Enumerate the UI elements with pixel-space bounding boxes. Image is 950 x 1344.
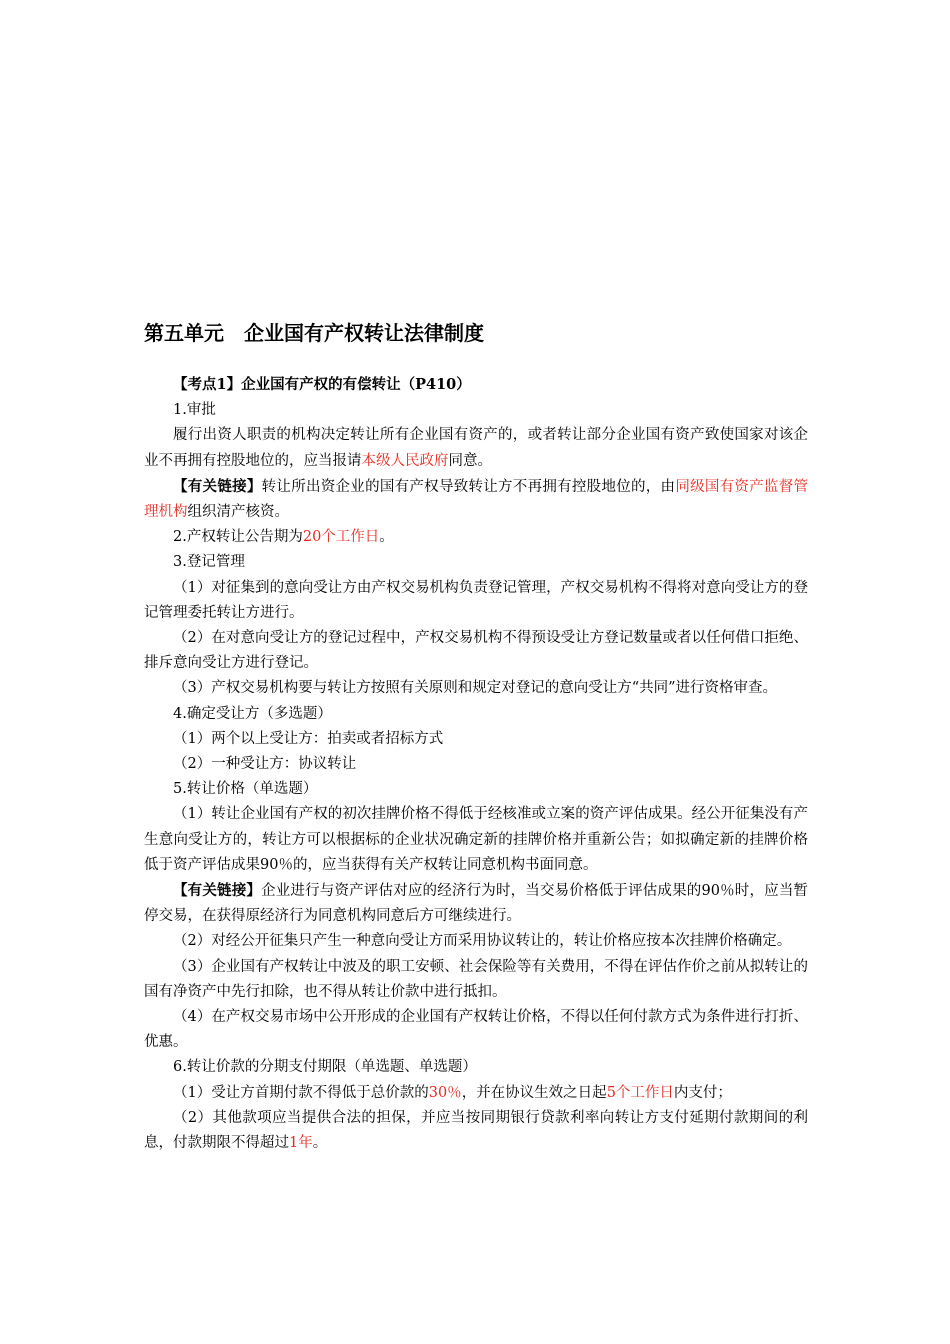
text-segment: （3）企业国有产权转让中波及的职工安顿、社会保险等有关费用，不得在评估作价之前从拟转让的国有净资产中先行扣除，也不得从转让价款中进行抵扣。 bbox=[144, 958, 808, 1000]
text-segment: （1）转让企业国有产权的初次挂牌价格不得低于经核准或立案的资产评估成果。经公开征集没有产生意向受让方的，转让方可以根据标的企业状况确定新的挂牌价格并重新公告；如拟确定新的挂牌价格低于资产评估成果90％的，应当获得有关产权转让同意机构书面同意。 bbox=[144, 806, 808, 873]
paragraph-p14 bbox=[144, 878, 808, 929]
paragraph-p18 bbox=[144, 1055, 808, 1080]
text-segment: 4.确定受让方（多选题） bbox=[173, 705, 332, 722]
text-segment: 同意。 bbox=[448, 452, 492, 469]
text-segment: 6.转让价款的分期支付期限（单选题、单选题） bbox=[173, 1059, 477, 1076]
text-segment: （2）一种受让方：协议转让 bbox=[173, 756, 357, 773]
text-segment: 。 bbox=[312, 1135, 328, 1152]
paragraph-p7 bbox=[144, 626, 808, 676]
highlight-text: 5个工作日 bbox=[606, 1084, 674, 1101]
paragraph-p16 bbox=[144, 955, 808, 1005]
paragraph-p15 bbox=[144, 929, 808, 954]
highlight-text: 1年 bbox=[289, 1135, 313, 1152]
highlight-text: 同级国有资产监督管理机构 bbox=[144, 478, 809, 521]
highlight-text: 20个工作日 bbox=[302, 529, 380, 546]
text-segment: （1）两个以上受让方：拍卖或者招标方式 bbox=[173, 730, 444, 747]
paragraph-p5 bbox=[144, 550, 808, 575]
paragraph-p0 bbox=[144, 372, 808, 398]
text-segment: 2.产权转让公告期为 bbox=[173, 529, 303, 546]
document-body bbox=[144, 372, 808, 1156]
paragraph-p8 bbox=[144, 676, 808, 701]
text-segment: 履行出资人职责的机构决定转让所有企业国有资产的，或者转让部分企业国有资产致使国家对该企业不再拥有控股地位的，应当报请 bbox=[144, 427, 808, 469]
text-segment: 组织清产核资。 bbox=[187, 504, 289, 521]
paragraph-p20 bbox=[144, 1106, 808, 1156]
text-segment: 1.审批 bbox=[173, 402, 216, 419]
paragraph-p9 bbox=[144, 702, 808, 727]
text-segment: （2）在对意向受让方的登记过程中，产权交易机构不得预设受让方登记数量或者以任何借口拒绝、排斥意向受让方进行登记。 bbox=[144, 630, 808, 672]
paragraph-p10 bbox=[144, 727, 808, 752]
paragraph-p19 bbox=[144, 1081, 808, 1106]
paragraph-p13 bbox=[144, 802, 808, 878]
text-segment: （4）在产权交易市场中公开形成的企业国有产权转让价格，不得以任何付款方式为条件进行打折、优惠。 bbox=[144, 1009, 808, 1051]
text-segment: 5.转让价格（单选题） bbox=[173, 781, 318, 798]
paragraph-p6 bbox=[144, 576, 808, 626]
text-segment: 企业进行与资产评估对应的经济行为时，当交易价格低于评估成果的90％时，应当暂停交易，在获得原经济行为同意机构同意后方可继续进行。 bbox=[144, 883, 808, 925]
text-segment: 转让所出资企业的国有产权导致转让方不再拥有控股地位的，由 bbox=[261, 478, 676, 495]
highlight-text: 本级人民政府 bbox=[361, 452, 449, 469]
paragraph-p1 bbox=[144, 398, 808, 423]
paragraph-p3 bbox=[144, 474, 808, 525]
paragraph-p17 bbox=[144, 1005, 808, 1055]
highlight-text: 30％ bbox=[428, 1084, 462, 1101]
bold-text: 【有关链接】 bbox=[173, 882, 262, 900]
text-segment: ，并在协议生效之日起 bbox=[461, 1084, 607, 1101]
text-segment: （2）对经公开征集只产生一种意向受让方而采用协议转让的，转让价格应按本次挂牌价格确定。 bbox=[173, 933, 792, 950]
paragraph-p4 bbox=[144, 525, 808, 550]
paragraph-p11 bbox=[144, 752, 808, 777]
text-segment: （1）对征集到的意向受让方由产权交易机构负责登记管理，产权交易机构不得将对意向受让方的登记管理委托转让方进行。 bbox=[144, 579, 808, 621]
text-segment: 内支付； bbox=[673, 1084, 732, 1101]
paragraph-p2 bbox=[144, 423, 808, 473]
text-segment: 3.登记管理 bbox=[173, 554, 245, 571]
unit-title: 第五单元 企业国有产权转让法律制度 bbox=[144, 321, 484, 345]
bold-text: 【考点1】企业国有产权的有偿转让（P410） bbox=[173, 376, 471, 393]
text-segment: （3）产权交易机构要与转让方按照有关原则和规定对登记的意向受让方“共同”进行资格审查。 bbox=[173, 680, 778, 697]
bold-text: 【有关链接】 bbox=[173, 477, 262, 495]
text-segment: （2）其他款项应当提供合法的担保，并应当按同期银行贷款利率向转让方支付延期付款期间的利息，付款期限不得超过 bbox=[144, 1109, 808, 1152]
text-segment: 。 bbox=[379, 529, 394, 546]
text-segment: （1）受让方首期付款不得低于总价款的 bbox=[173, 1084, 429, 1101]
paragraph-p12 bbox=[144, 777, 808, 802]
